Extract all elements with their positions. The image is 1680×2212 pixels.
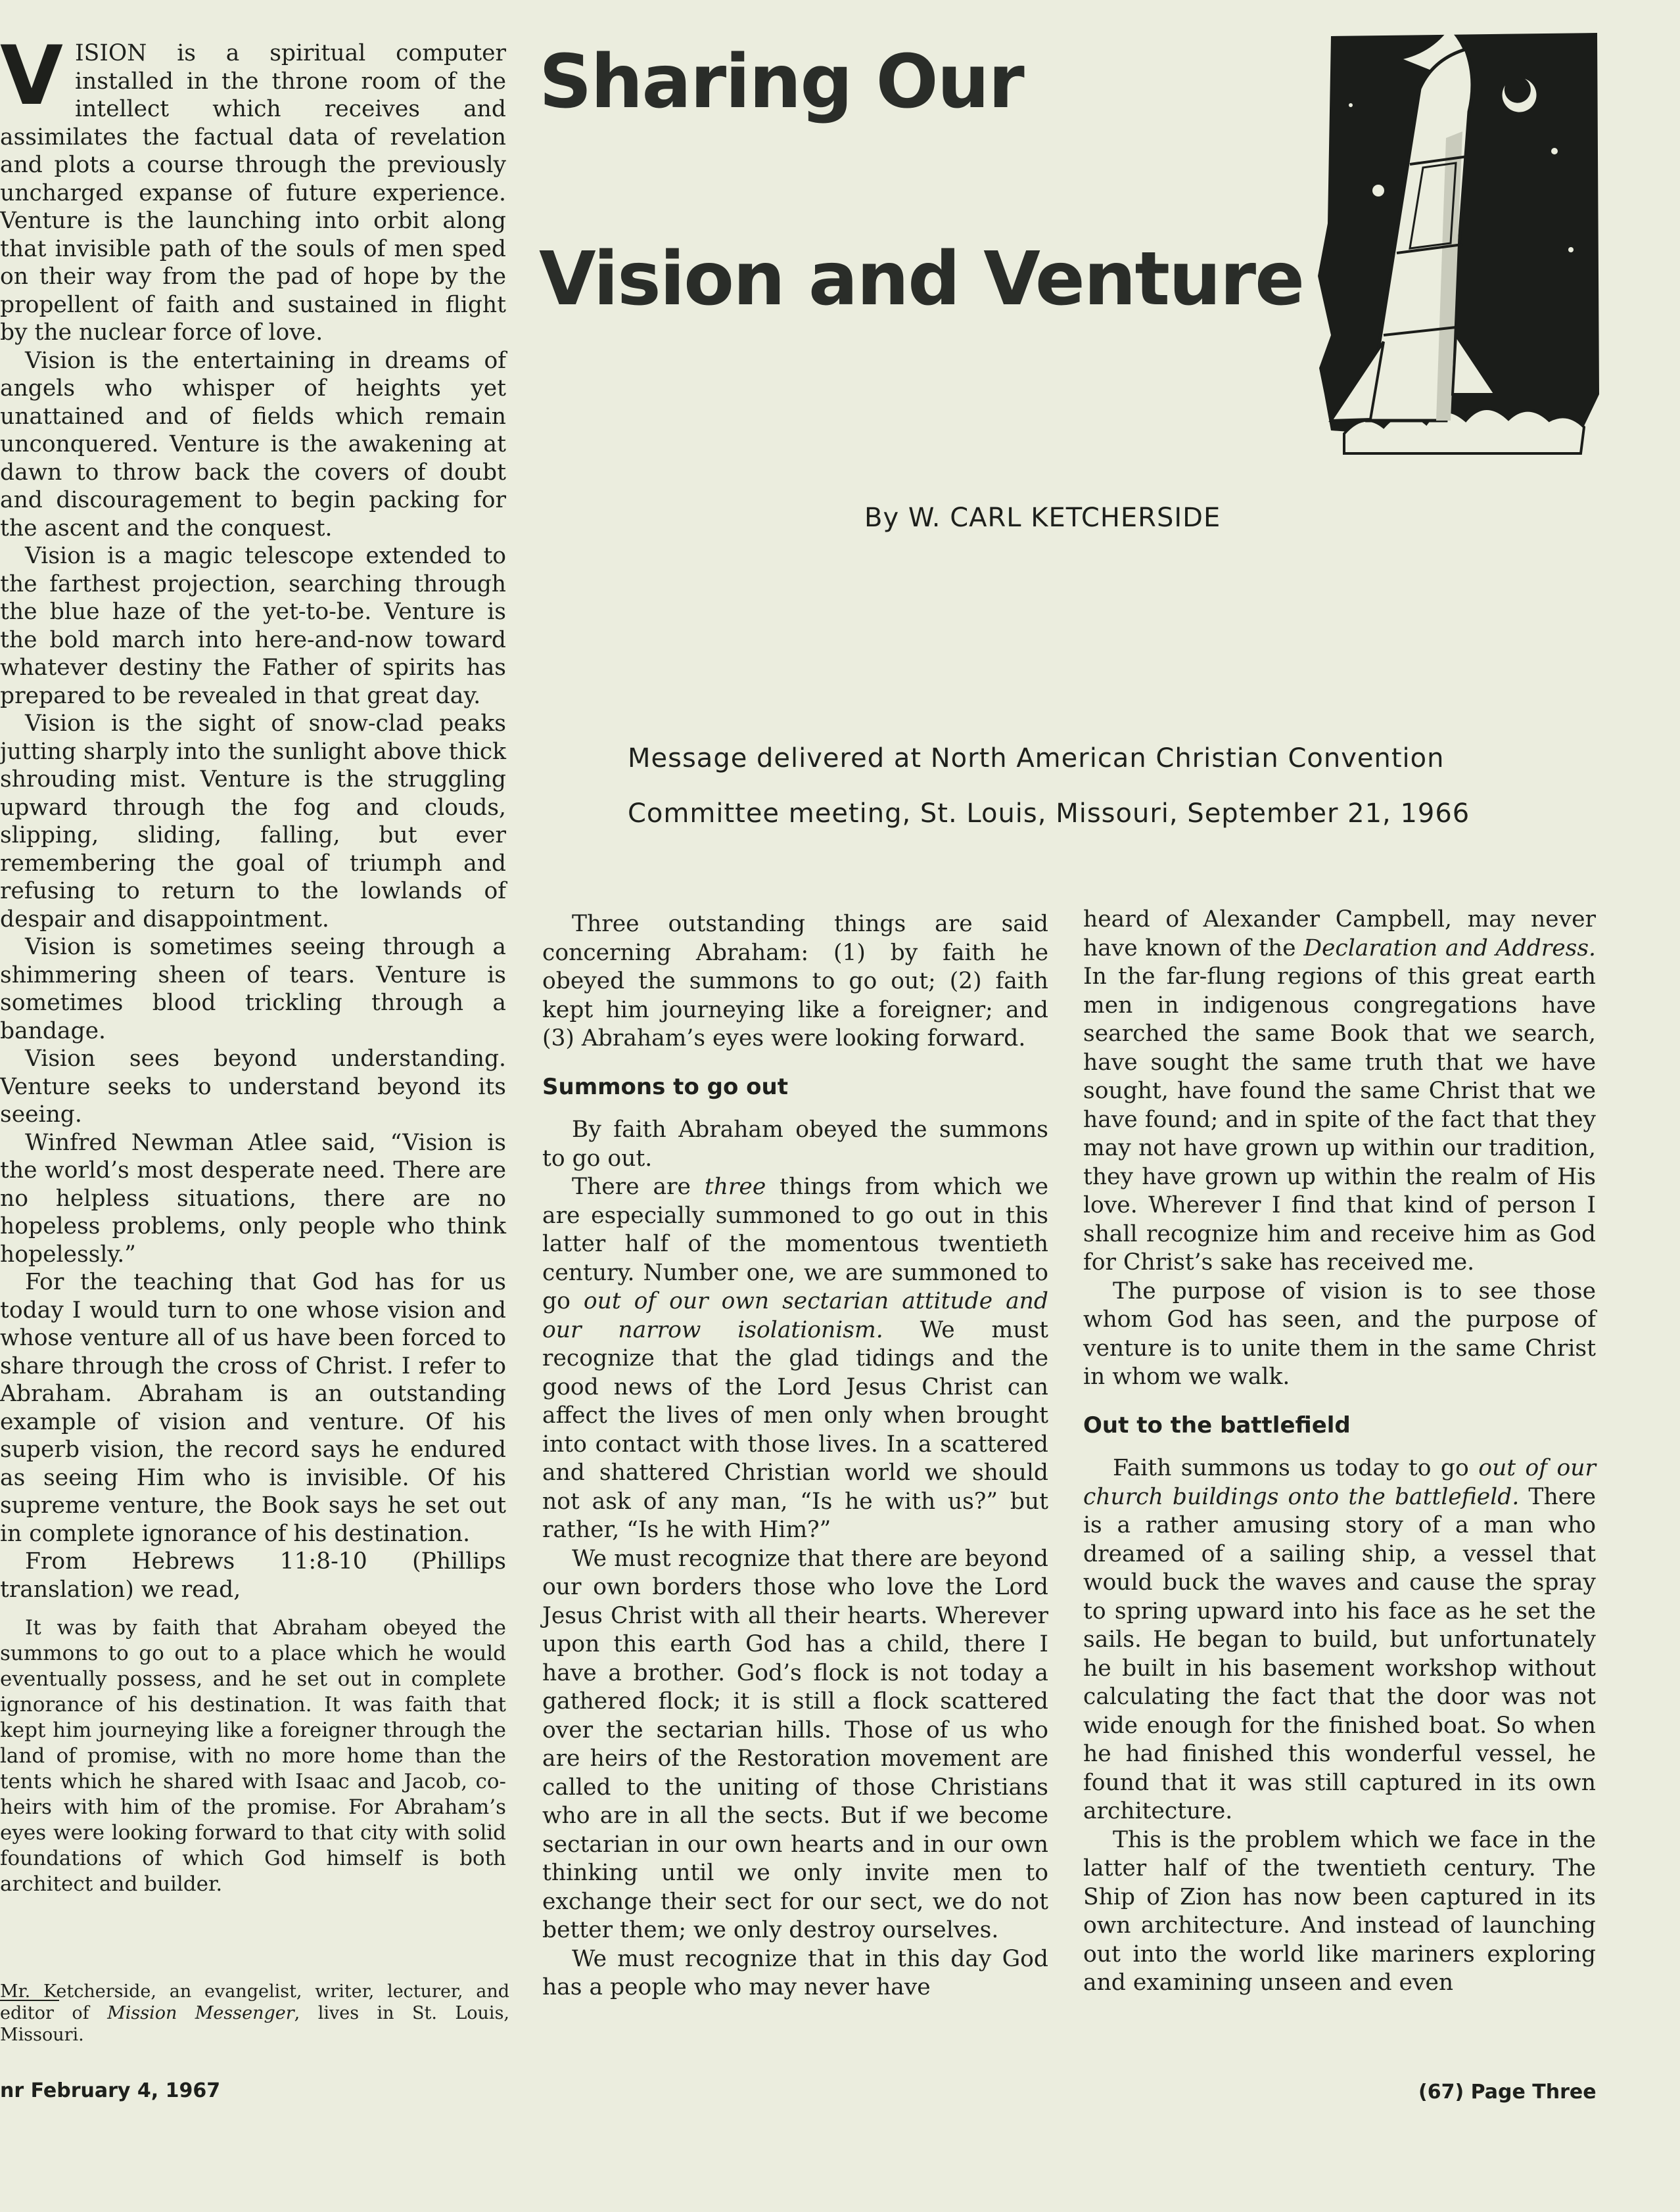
rocket-launch-illustration	[1305, 26, 1600, 460]
mid-para-4: We must recognize that in this day God has a people who may never have	[542, 1945, 1048, 2000]
left-para-8: For the teaching that God has for us today I would turn to one whose vision and whose venture all of us have been forced to share through the cross of Christ. I refer to Abraham. Abraham is an outstanding example of vision and venture. Of his superb vision, the record says he endured as seeing Him who is invisible. Of his supreme venture, the Book says he set out in complete ignorance of his destination.	[0, 1269, 506, 1547]
left-column	[0, 29, 506, 1897]
article-title-line-1: Sharing Our	[539, 39, 1023, 125]
mid-para-3: We must recognize that there are beyond our own borders those who love the Lord Jesus Christ with all their hearts. Wherever upon this earth God has a child, there I have a brother. God’s flock is not today a gathered flock; it is still a flock scattered over the sectarian hills. Those of us who are heirs of the Restoration movement are called to the uniting of those Christians who are in all the sects. But if we become sectarian in our own hearts and in our own thinking until we only invite men to exchange their sect for our sect, we do not better them; we only destroy ourselves.	[542, 1545, 1048, 1943]
occasion-line-2: Committee meeting, St. Louis, Missouri, September 21, 1966	[628, 798, 1470, 829]
left-para-1: VISION is a spiritual computer installed in the throne room of the intellect which receives and assimilates the factual data of revelation and plots a course through the previously uncharged expanse of future experience. Venture is the launching into orbit along that invisible path of the souls of men sped on their way from the pad of hope by the propellent of faith and sustained in flight by the nuclear force of love.	[0, 29, 506, 346]
occasion-note	[628, 731, 1470, 841]
right-column	[1083, 906, 1596, 1998]
intro-paragraph: Three outstanding things are said concerning Abraham: (1) by faith he obeyed the summons to go out; (2) faith kept him journeying like a foreigner; and (3) Abraham’s eyes were looking forward.	[542, 911, 1048, 1051]
left-para-4: Vision is the sight of snow-clad peaks jutting sharply into the sunlight above thick shrouding mist. Venture is the struggling upward through the fog and clouds, slipping, sliding, falling, but ever remembering the goal of triumph and refusing to return to the lowlands of despair and disappointment.	[0, 710, 506, 933]
middle-column	[542, 910, 1048, 2002]
mid-para-1: By faith Abraham obeyed the summons to go out.	[542, 1117, 1048, 1172]
left-para-7: Winfred Newman Atlee said, “Vision is the world’s most desperate need. There are no helpless situations, there are no hopeless problems, only people who think hopelessly.”	[0, 1129, 506, 1268]
footnote-publication: Mission Messenger	[107, 2003, 294, 2023]
page-number: (67) Page Three	[1418, 2081, 1597, 2104]
author-footnote: Mr. Ketcherside, an evangelist, writer, lecturer, and editor of Mission Messenger, lives in St. Louis, Missouri.	[0, 1981, 510, 2045]
left-para-2: Vision is the entertaining in dreams of angels who whisper of heights yet unattained and of fields which remain unconquered. Venture is the awakening at dawn to throw back the covers of doubt and discouragement to begin packing for the ascent and the conquest.	[0, 347, 506, 541]
right-para-3: Faith summons us today to go out of our church buildings onto the battlefield. There is a rather amusing story of a man who dreamed of a sailing ship, a vessel that would buck the waves and cause the spray to spring upward into his face as he set the sails. He began to build, but unfortunately he built in his basement workshop without calculating the fact that the door was not wide enough for the finished boat. So when he had finished this wonderful vessel, he found that it was still captured in its own architecture.	[1083, 1455, 1596, 1824]
left-para-5: Vision is sometimes seeing through a shimmering sheen of tears. Venture is sometimes blood trickling through a bandage.	[0, 934, 506, 1044]
section-heading-battlefield: Out to the battlefield	[1083, 1412, 1351, 1439]
occasion-line-1: Message delivered at North American Christian Convention	[628, 743, 1445, 773]
left-para-3: Vision is a magic telescope extended to the farthest projection, searching through the blue haze of the yet-to-be. Venture is the bold march into here-and-now toward whatever destiny the Father of spirits has prepared to be revealed in that great day.	[0, 543, 506, 709]
footer-date: nr February 4, 1967	[0, 2079, 221, 2102]
mid-para-2: There are three things from which we are especially summoned to go out in this latter half of the momentous twentieth century. Number one, we are summoned to go out of our own sectarian attitude and our narrow isolationism. We must recognize that the glad tidings and the good news of the Lord Jesus Christ can affect the lives of men only when brought into contact with those lives. In a scattered and shattered Christian world we should not ask of any man, “Is he with us?” but rather, “Is he with Him?”	[542, 1174, 1049, 1543]
scripture-quote: It was by faith that Abraham obeyed the summons to go out to a place which he would eventually possess, and he set out in complete ignorance of his destination. It was faith that kept him journeying like a foreigner through the land of promise, with no more home than the tents which he shared with Isaac and Jacob, co-heirs with him of the promise. For Abraham’s eyes were looking forward to that city with solid foundations of which God himself is both architect and builder.	[0, 1616, 506, 1896]
right-para-4: This is the problem which we face in the latter half of the twentieth century. The Ship of Zion has now been captured in its own architecture. And instead of launching out into the world like mariners exploring and examining unseen and even	[1083, 1826, 1596, 1996]
byline: By W. CARL KETCHERSIDE	[864, 503, 1221, 533]
drop-cap: V	[0, 29, 63, 124]
right-para-2: The purpose of vision is to see those whom God has seen, and the purpose of venture is to unite them in the same Christ in whom we walk.	[1083, 1278, 1596, 1390]
article-title-line-2: Vision and Venture	[539, 237, 1304, 322]
left-para-6: Vision sees beyond understanding. Venture seeks to understand beyond its seeing.	[0, 1046, 506, 1128]
rocket-icon	[1305, 26, 1600, 460]
right-para-1: heard of Alexander Campbell, may never have known of the Declaration and Address. In the far-flung regions of this great earth men in indigenous congregations have searched the same Book that we search, have sought the same truth that we have sought, have found the same Christ that we have found; and in spite of the fact that they may not have grown up within our tradition, they have grown up within the realm of His love. Wherever I find that kind of person I shall recognize him and receive him as God for Christ’s sake has received me.	[1083, 906, 1596, 1276]
section-heading-summons: Summons to go out	[542, 1073, 788, 1100]
left-para-9: From Hebrews 11:8-10 (Phillips translation) we read,	[0, 1548, 506, 1603]
